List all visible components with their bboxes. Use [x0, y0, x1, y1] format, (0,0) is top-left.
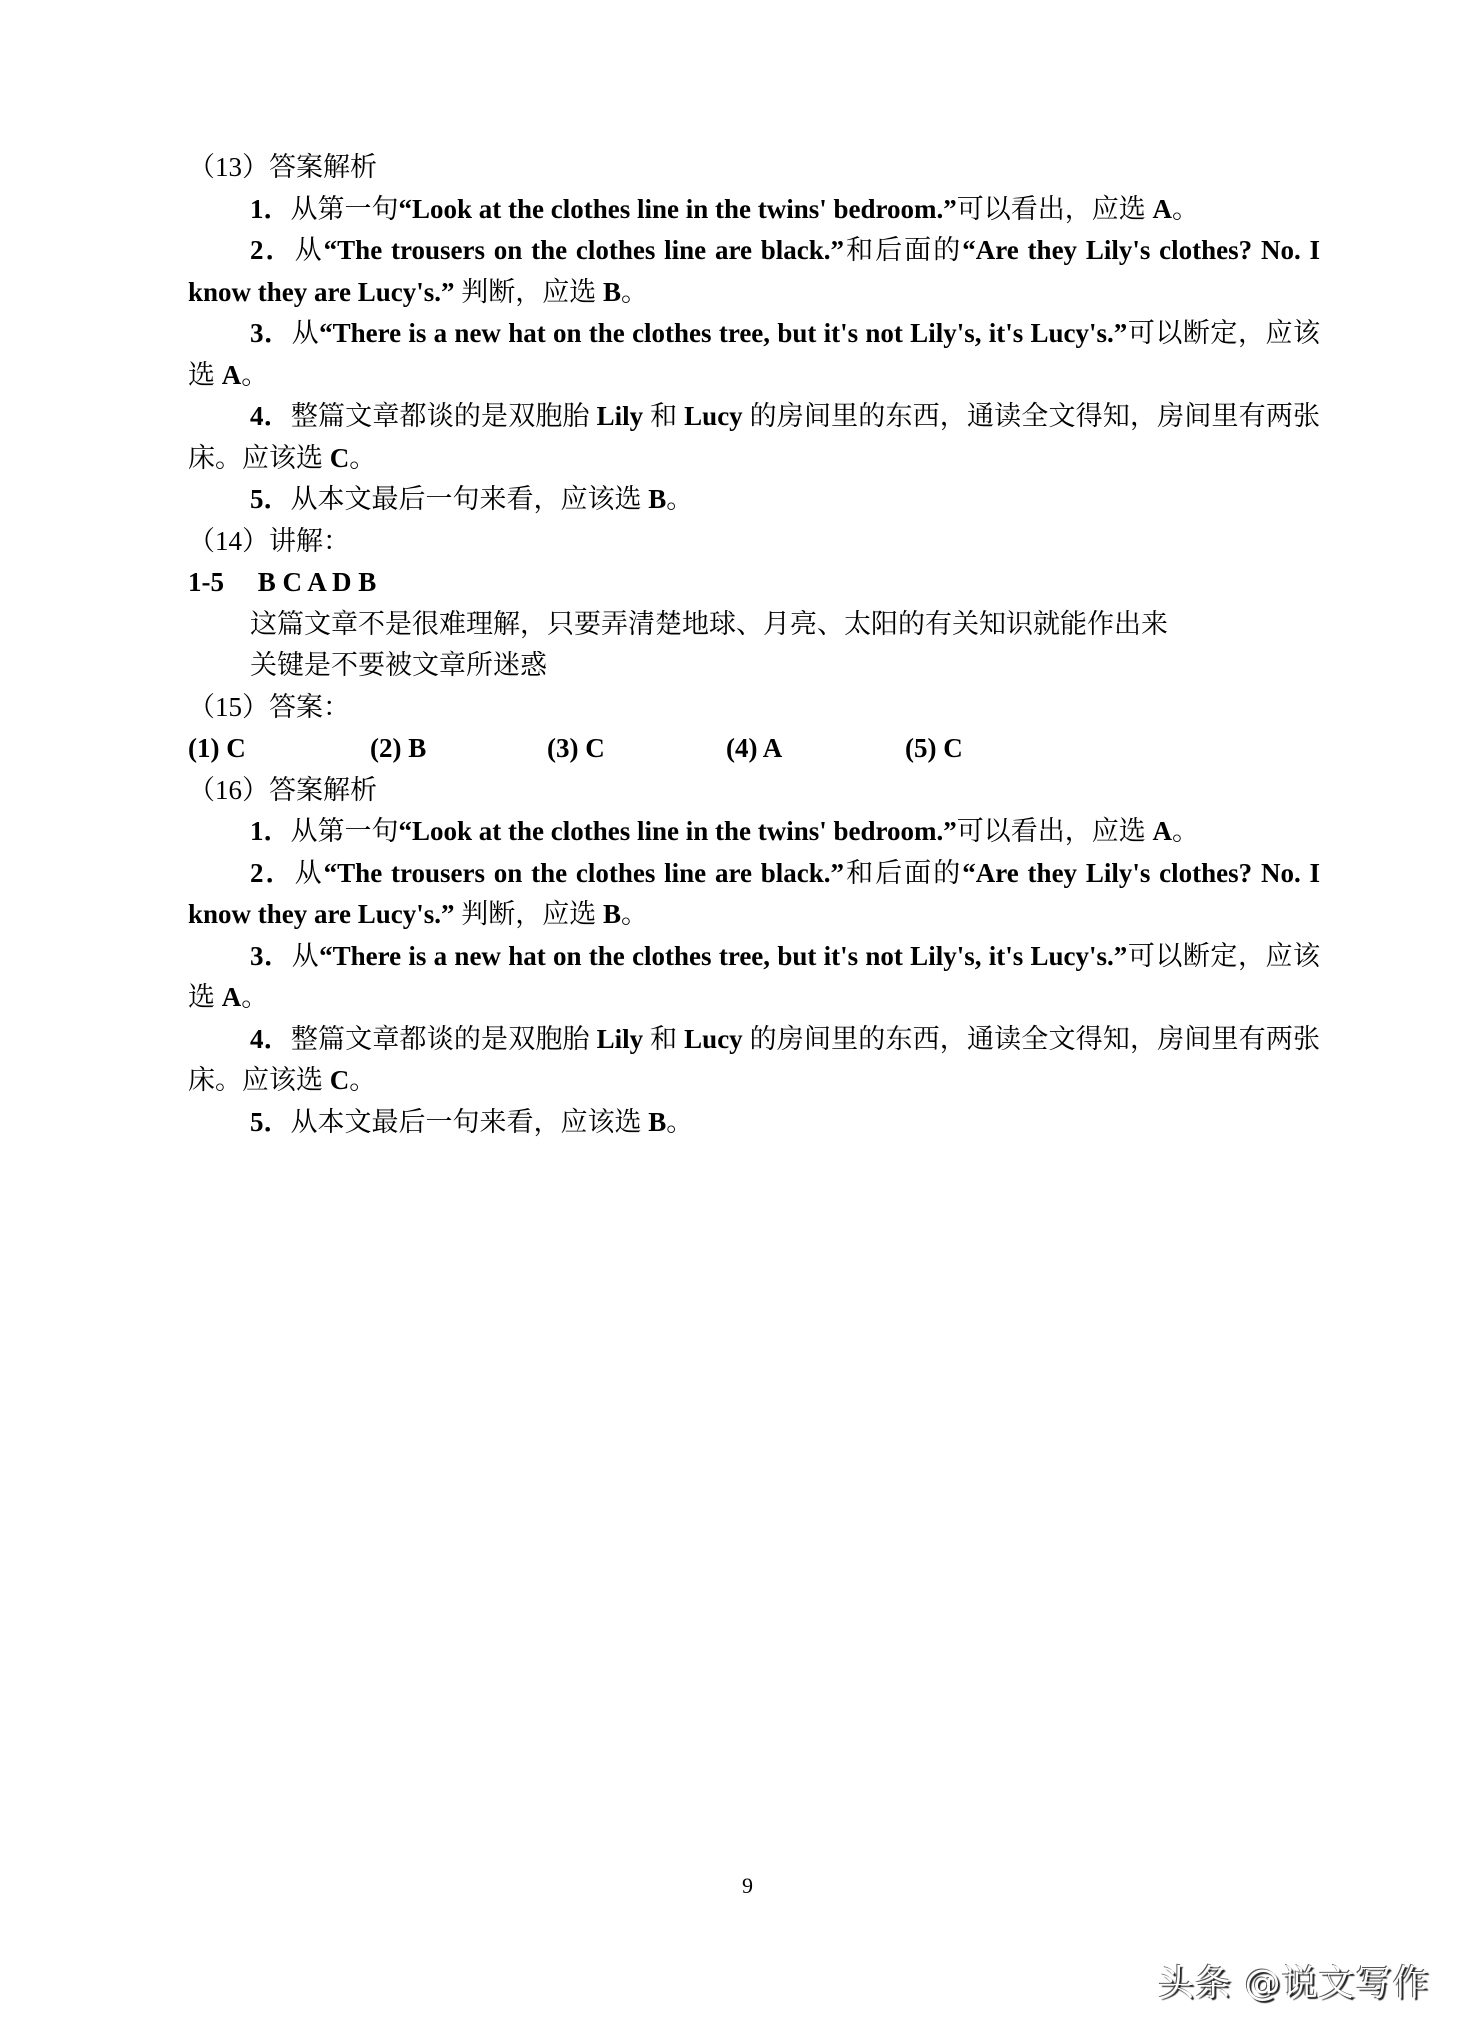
section-16-answer-analysis [188, 770, 1320, 1144]
bold-text: “There is a new hat on the clothes tree, but it's not Lily's, it's Lucy's.” [319, 318, 1128, 348]
text: 整篇文章都谈的是双胞胎 [290, 401, 597, 431]
bold-text: B [648, 1106, 667, 1137]
bold-text: 5． [250, 1106, 291, 1137]
answer-item: (1) C [188, 733, 246, 763]
bold-text: B [603, 899, 622, 929]
text: 。 [1172, 193, 1200, 224]
bold-text: “Are they Lily's clothes? No. I know they are Lucy's.” [188, 857, 1321, 929]
bold-text: 1． [250, 816, 291, 846]
text: 可以断定，应该选 [188, 318, 1321, 390]
paragraph [188, 479, 1320, 521]
watermark: 头条 @说文写作 [1158, 1963, 1430, 2004]
section-14-explanation [188, 521, 1320, 729]
text: 从本文最后一句来看，应该选 [290, 1106, 649, 1137]
bold-text: A [1152, 816, 1173, 846]
paragraph [188, 313, 1320, 396]
paragraph [188, 770, 1320, 812]
paragraph [188, 562, 1320, 604]
bold-text: 3． [250, 940, 292, 971]
text: 判断，应选 [454, 899, 604, 929]
bold-text: Lily [596, 401, 644, 431]
text: 从第一句 [290, 193, 399, 224]
bold-text: Lucy [684, 1023, 743, 1054]
text: 整篇文章都谈的是双胞胎 [290, 1023, 597, 1054]
text: 和 [643, 401, 685, 431]
paragraph [188, 230, 1320, 313]
bold-text: B [603, 276, 622, 307]
text: 。 [241, 359, 269, 390]
text: 和后面的 [844, 235, 963, 265]
text: 。 [1172, 816, 1200, 846]
bold-text: 1． [250, 193, 291, 224]
text: 可以看出，应选 [956, 816, 1153, 846]
text: 。 [241, 982, 269, 1012]
bold-text: “Are they Lily's clothes? No. I know they are Lucy's.” [188, 235, 1321, 307]
text: 从 [291, 940, 320, 971]
text: 和 [643, 1023, 685, 1054]
text: 和后面的 [844, 857, 963, 888]
bold-text: 2． [250, 235, 295, 265]
paragraph [188, 645, 1320, 687]
text: 。 [621, 276, 649, 307]
text: 。 [666, 1106, 694, 1137]
text: 从 [291, 318, 320, 348]
section-13-answer-analysis [188, 147, 1320, 521]
text: （14）讲解： [188, 525, 350, 556]
bold-text: 4． [250, 401, 291, 431]
text: 的房间里的东西，通读全文得知，房间里有两张床。应该选 [188, 1023, 1321, 1095]
text: 。 [621, 899, 649, 929]
answer-item: (2) B [370, 733, 427, 763]
paragraph [188, 147, 1320, 189]
text: 从第一句 [290, 816, 399, 846]
page-number: 9 [742, 1873, 753, 1898]
bold-text: 2． [250, 857, 295, 888]
bold-text: “Look at the clothes line in the twins' bedroom.” [398, 193, 957, 224]
paragraph [188, 604, 1320, 646]
bold-text: “The trousers on the clothes line are black.” [323, 235, 845, 265]
paragraph [188, 936, 1320, 1019]
bold-text: “There is a new hat on the clothes tree, but it's not Lily's, it's Lucy's.” [319, 940, 1128, 971]
text: 可以断定，应该选 [188, 940, 1321, 1012]
bold-text: “The trousers on the clothes line are black.” [323, 857, 845, 888]
text: （16）答案解析 [188, 774, 377, 805]
paragraph [188, 853, 1320, 936]
text: 。 [349, 1065, 377, 1095]
answer-item: (5) C [905, 733, 963, 763]
paragraph [188, 396, 1320, 479]
answer-item: (4) A [726, 733, 783, 763]
paragraph [188, 687, 1320, 729]
bold-text: 1-5 B C A D B [188, 567, 377, 597]
text: 判断，应选 [454, 276, 604, 307]
paragraph [188, 1019, 1320, 1102]
text: （15）答案： [188, 691, 350, 722]
bold-text: C [329, 442, 350, 473]
paragraph [188, 811, 1320, 853]
text: （13）答案解析 [188, 152, 377, 182]
bold-text: A [1152, 193, 1173, 224]
document-body [188, 147, 1320, 1143]
bold-text: B [648, 484, 667, 514]
paragraph [188, 1102, 1320, 1144]
text: 的房间里的东西，通读全文得知，房间里有两张床。应该选 [188, 401, 1321, 473]
bold-text: 5． [250, 484, 291, 514]
text: 这篇文章不是很难理解，只要弄清楚地球、月亮、太阳的有关知识就能作出来 [250, 608, 1168, 639]
text: 从 [294, 857, 324, 888]
text: 从本文最后一句来看，应该选 [290, 484, 649, 514]
bold-text: Lily [596, 1023, 644, 1054]
paragraph [188, 521, 1320, 563]
bold-text: A [221, 359, 242, 390]
paragraph [188, 189, 1320, 231]
bold-text: Lucy [684, 401, 743, 431]
section-15-answers [188, 728, 1320, 770]
bold-text: 3． [250, 318, 292, 348]
bold-text: C [329, 1065, 350, 1095]
bold-text: “Look at the clothes line in the twins' bedroom.” [398, 816, 957, 846]
text: 关键是不要被文章所迷惑 [250, 650, 547, 680]
text: 可以看出，应选 [956, 193, 1153, 224]
text: 。 [666, 484, 694, 514]
text: 。 [349, 442, 377, 473]
text: 从 [294, 235, 324, 265]
answer-item: (3) C [547, 733, 605, 763]
bold-text: 4． [250, 1023, 291, 1054]
bold-text: A [221, 982, 242, 1012]
